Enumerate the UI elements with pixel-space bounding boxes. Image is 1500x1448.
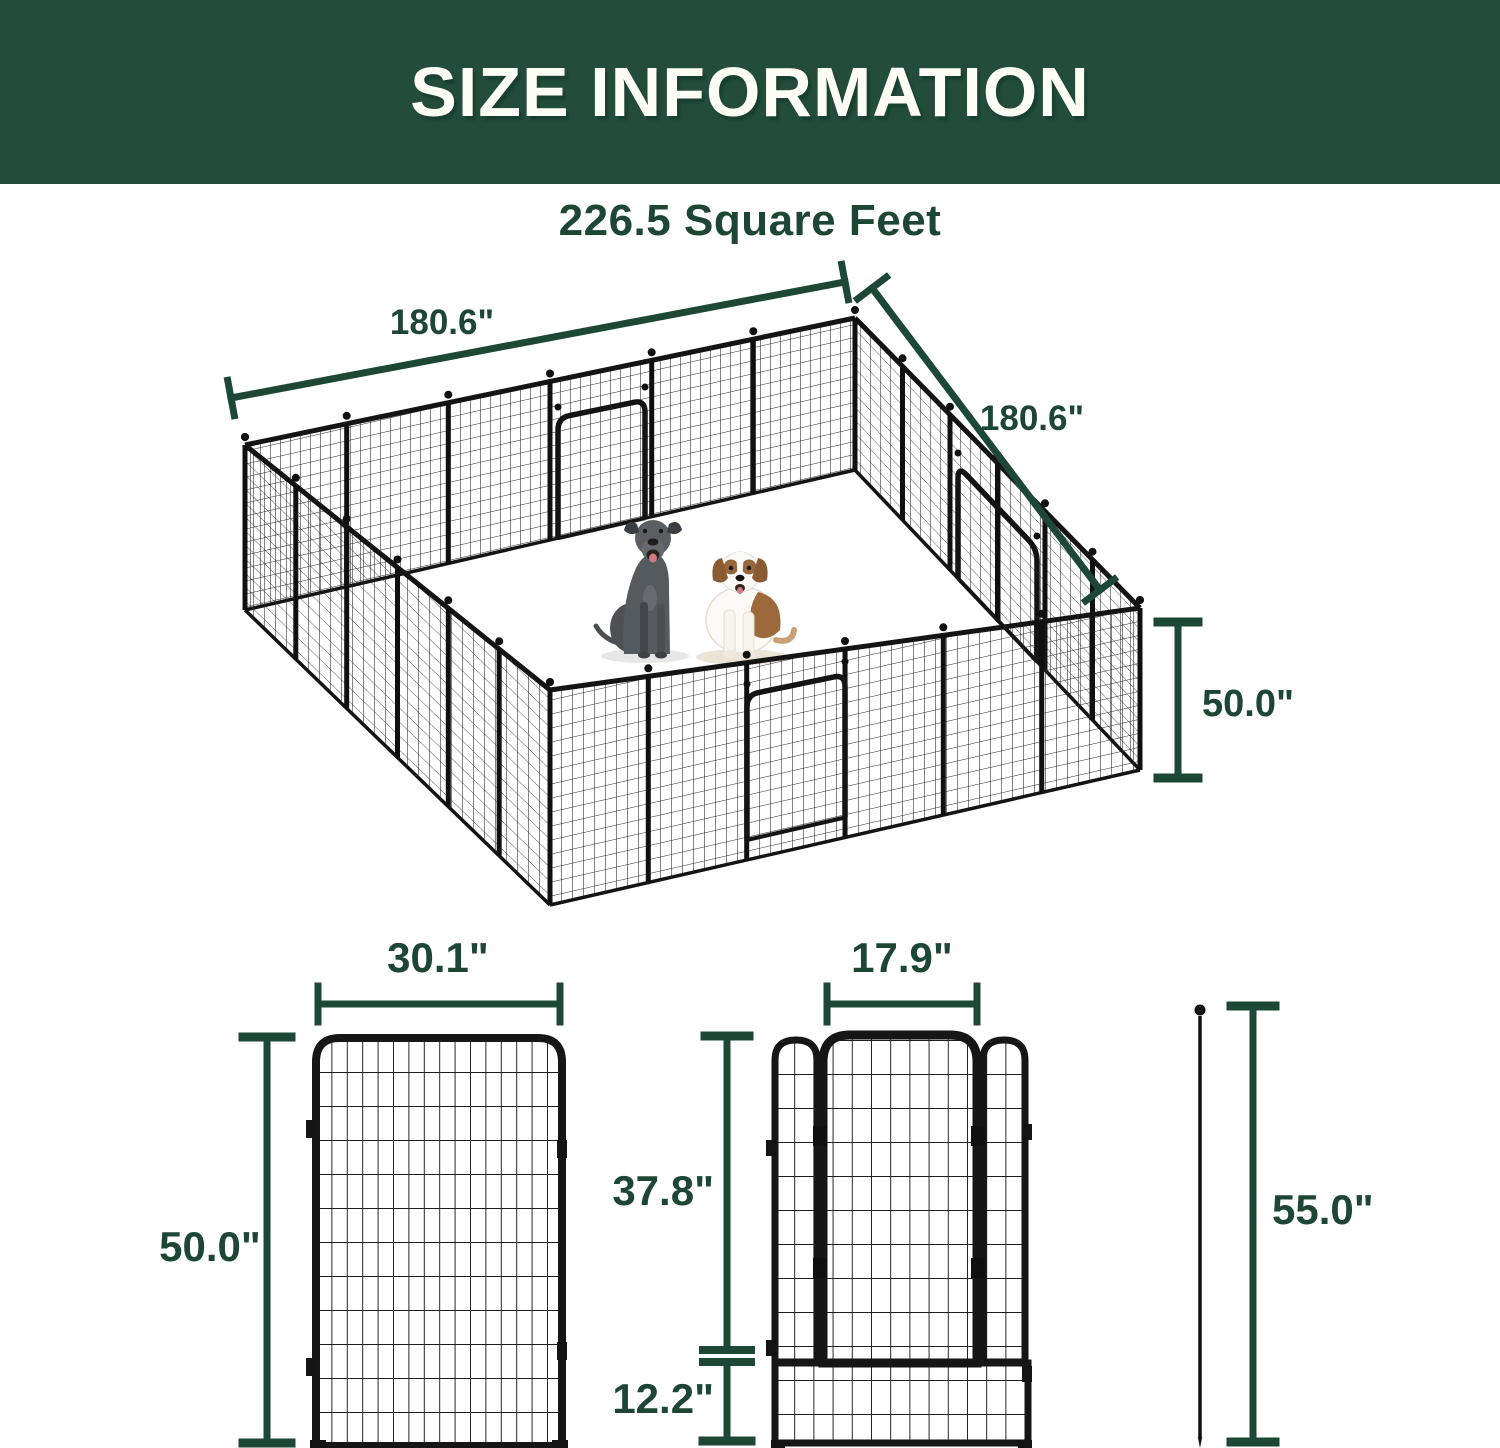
pen-height-label: 50.0" [1202,683,1294,725]
gate-diagram [766,1035,1032,1448]
gate-hinge [971,1258,985,1278]
panel-foot [310,1440,326,1448]
stake-length-label: 55.0" [1272,1186,1374,1233]
gate-foot [1018,1440,1032,1448]
gate-right-strip [983,1040,1025,1362]
gate-hinge [813,1258,827,1278]
panel-width-dimension [318,986,560,1022]
stake-ball [1195,1005,1206,1016]
panel-diagram [306,1038,568,1448]
panel-height-label: 50.0" [159,1223,261,1270]
gate-tab [1022,1366,1032,1382]
panel-frame [316,1038,562,1446]
gate-hinge [971,1126,985,1146]
gate-tab [766,1140,776,1156]
stake-diagram [1195,1005,1206,1448]
gate-tab [1022,1124,1032,1140]
saint-bernard [706,552,794,658]
gate-width-label: 17.9" [851,934,953,981]
gate-door-height-label: 37.8" [612,1167,714,1214]
great-dane [596,520,682,659]
panel-tab [306,1120,316,1138]
page-title: SIZE INFORMATION [410,53,1090,131]
gate-door [823,1035,977,1363]
panel-tab [306,1358,316,1376]
gate-hinge [813,1126,827,1146]
panel-foot [552,1440,568,1448]
gate-width-dimension [827,986,977,1022]
area-subtitle: 226.5 Square Feet [558,196,942,245]
gate-foot [771,1440,785,1448]
panel-tab [557,1140,567,1158]
panel-tab [557,1342,567,1360]
gate-bottom-height-label: 12.2" [612,1375,714,1422]
pen-height-dimension [1158,622,1198,778]
pen-depth-label: 180.6" [979,399,1085,438]
gate-left-strip [775,1040,817,1362]
gate-bottom-panel [775,1363,1028,1443]
stake-tip [1198,1437,1202,1448]
gate-tab [766,1340,776,1356]
pen-width-label: 180.6" [389,303,495,342]
stake-length-dimension [1231,1006,1275,1442]
panel-width-label: 30.1" [387,934,489,981]
playpen-illustration [241,306,1144,905]
